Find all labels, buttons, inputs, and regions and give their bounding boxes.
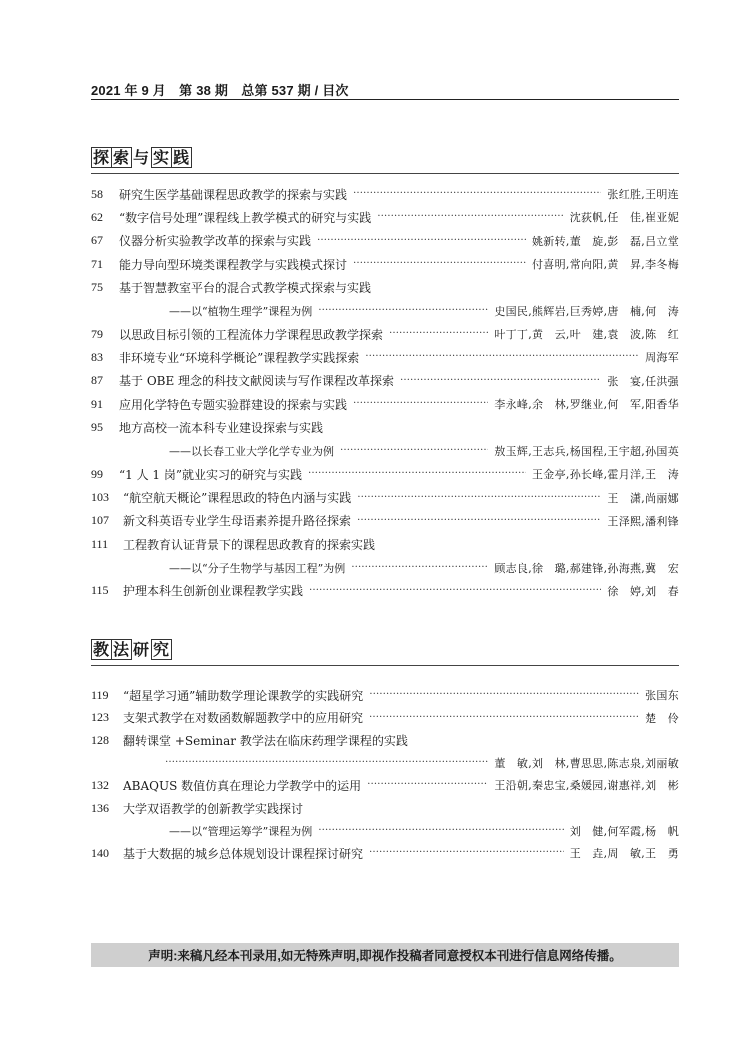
section-divider [91, 173, 679, 174]
section-title-char: 实 [153, 148, 171, 167]
page-number: 71 [91, 256, 103, 271]
dot-leader [340, 445, 488, 457]
dot-leader [318, 825, 563, 837]
toc-entry [91, 685, 679, 705]
dot-leader [357, 492, 601, 504]
entry-title: 基于大数据的城乡总体规划设计课程探讨研究 [123, 846, 364, 861]
entry-title: 支架式教学在对数函数解题教学中的应用研究 [123, 711, 364, 726]
entry-title: ABAQUS 数值仿真在理论力学教学中的运用 [123, 778, 362, 793]
page-number: 111 [91, 536, 109, 551]
section-title-char: 索 [113, 148, 131, 167]
section-title-char: 究 [153, 640, 171, 659]
toc-entry [91, 708, 679, 728]
entry-title: 工程教育认证背景下的课程思政教育的探索实践 [123, 537, 376, 552]
entry-title: 护理本科生创新创业课程教学实践 [123, 584, 304, 599]
dot-leader [369, 712, 639, 724]
toc-entry [91, 371, 679, 391]
section-title-char: 研 [133, 640, 151, 659]
entry-title: “1 人 1 岗”就业实习的研究与实践 [119, 467, 302, 482]
entry-authors: 沈荻帆,任 佳,崔亚妮 [569, 211, 679, 225]
toc-entry [91, 418, 679, 438]
entry-authors: 董 敏,刘 林,曹思思,陈志泉,刘丽敏 [494, 756, 679, 770]
dot-leader [317, 235, 526, 247]
page-number: 95 [91, 420, 103, 434]
toc-entry [91, 775, 679, 795]
entry-authors: 周海军 [645, 351, 679, 365]
section-title-char: 探 [93, 148, 111, 167]
toc-entry [91, 441, 679, 461]
page-number: 107 [91, 513, 109, 528]
dot-leader [357, 515, 601, 527]
entry-authors: 张红胜,王明连 [607, 188, 679, 201]
dot-leader [309, 585, 601, 597]
section-divider [91, 665, 679, 666]
toc-entry [91, 277, 679, 297]
entry-authors: 叶丁丁,黄 云,叶 建,袁 波,陈 红 [494, 328, 679, 342]
entry-title: 新文科英语专业学生母语素养提升路径探索 [123, 514, 352, 529]
toc-entry [91, 207, 679, 227]
dot-leader [351, 562, 488, 574]
toc-entry [91, 753, 679, 773]
entry-authors: 楚 伶 [645, 711, 679, 725]
page-number: 83 [91, 349, 103, 364]
dot-leader [308, 468, 526, 480]
entry-subtitle: ——以“管理运筹学”课程为例 [169, 824, 313, 838]
entry-title: “数字信号处理”课程线上教学模式的研究与实践 [119, 210, 372, 225]
entry-title: “超星学习通”辅助数学理论课教学的实践研究 [123, 688, 364, 703]
page-number: 128 [91, 732, 109, 747]
dot-leader [400, 375, 601, 387]
page-number: 62 [91, 209, 103, 224]
entry-title: “航空航天概论”课程思政的特色内涵与实践 [123, 491, 352, 506]
toc-entry [91, 324, 679, 344]
entry-authors: 史国民,熊辉岩,巨秀婷,唐 楠,何 涛 [494, 304, 679, 318]
page-number: 140 [91, 845, 109, 860]
page-number: 99 [91, 466, 103, 481]
entry-authors: 王金亭,孙长峰,霍月洋,王 涛 [532, 468, 679, 482]
dot-leader [367, 779, 488, 791]
entry-authors: 王 垚,周 敏,王 勇 [569, 847, 679, 861]
dot-leader [369, 847, 564, 859]
section-title-explore-practice [91, 147, 191, 168]
entry-subtitle: ——以长春工业大学化学专业为例 [169, 444, 334, 458]
entry-subtitle: ——以“植物生理学”课程为例 [169, 304, 313, 318]
page-number: 132 [91, 777, 109, 792]
dot-leader [165, 757, 488, 769]
toc-entry [91, 558, 679, 578]
toc-entry [91, 843, 679, 863]
entry-authors: 敖玉辉,王志兵,杨国程,王宇超,孙国英 [494, 444, 679, 458]
entry-title: 以思政目标引领的工程流体力学课程思政教学探索 [119, 327, 384, 342]
entry-authors: 刘 健,何军霞,杨 帆 [569, 824, 679, 838]
page-number: 103 [91, 490, 109, 505]
page-number: 119 [91, 687, 109, 702]
dot-leader [389, 328, 488, 340]
entry-title: 非环境专业“环境科学概论”课程教学实践探索 [119, 350, 360, 365]
toc-entry [91, 534, 679, 554]
toc-entry [91, 184, 679, 204]
section-title-char: 践 [173, 148, 191, 167]
toc-entry [91, 231, 679, 251]
section-title-char: 教 [93, 640, 111, 659]
toc-entry [91, 821, 679, 841]
page-number: 91 [91, 396, 103, 411]
toc-entry [91, 488, 679, 508]
dot-leader [353, 398, 488, 410]
page-number: 87 [91, 373, 103, 388]
toc-entry [91, 464, 679, 484]
page-number: 115 [91, 583, 109, 598]
section-title-char: 法 [113, 640, 131, 659]
entry-title: 基于 OBE 理念的科技文献阅读与写作课程改革探索 [119, 374, 395, 389]
entry-authors: 徐 婷,刘 春 [607, 584, 679, 598]
entry-title: 地方高校一流本科专业建设探索与实践 [119, 421, 324, 435]
entry-authors: 王沿朝,秦忠宝,桑媛园,谢惠祥,刘 彬 [494, 779, 679, 793]
entry-title: 研究生医学基础课程思政教学的探索与实践 [119, 187, 348, 202]
page-number: 75 [91, 279, 103, 294]
page-number: 67 [91, 233, 103, 248]
toc-entry [91, 798, 679, 818]
toc-entry [91, 301, 679, 321]
entry-title: 大学双语教学的创新教学实践探讨 [123, 801, 304, 816]
dot-leader [365, 351, 639, 363]
entry-title: 基于智慧教室平台的混合式教学模式探索与实践 [119, 280, 372, 295]
entry-authors: 张国东 [645, 689, 679, 702]
dot-leader [377, 211, 563, 223]
page-number: 58 [91, 186, 103, 201]
entry-authors: 王泽熙,潘利锋 [607, 514, 679, 528]
dot-leader [369, 689, 639, 701]
toc-entry [91, 394, 679, 414]
header-divider [91, 99, 679, 100]
toc-entry [91, 511, 679, 531]
toc-entry [91, 730, 679, 750]
entry-title: 应用化学特色专题实验群建设的探索与实践 [119, 397, 348, 412]
section-title-char: 与 [133, 148, 151, 167]
dot-leader [353, 258, 526, 270]
entry-authors: 付喜明,常向阳,黄 昇,李冬梅 [532, 258, 679, 272]
entry-title: 仪器分析实验教学改革的探索与实践 [119, 234, 312, 249]
copyright-notice: 声明:来稿凡经本刊录用,如无特殊声明,即视作投稿者同意授权本刊进行信息网络传播。 [91, 943, 679, 967]
toc-entry [91, 581, 679, 601]
toc-entry [91, 347, 679, 367]
entry-title: 翻转课堂 +Seminar 教学法在临床药理学课程的实践 [123, 733, 408, 748]
issue-header: 2021 年 9 月 第 38 期 总第 537 期 / 目次 [91, 83, 349, 98]
dot-leader [318, 305, 488, 317]
entry-authors: 姚新转,董 旋,彭 磊,吕立堂 [532, 234, 679, 248]
entry-authors: 顾志良,徐 璐,郝建锋,孙海燕,冀 宏 [494, 561, 679, 575]
page-number: 123 [91, 710, 109, 725]
page-number: 136 [91, 800, 109, 815]
section-title-teaching-methods [91, 639, 171, 660]
dot-leader [353, 188, 601, 200]
entry-subtitle: ——以“分子生物学与基因工程”为例 [169, 561, 346, 575]
toc-entry [91, 254, 679, 274]
entry-title: 能力导向型环境类课程教学与实践模式探讨 [119, 257, 348, 272]
entry-authors: 李永峰,余 林,罗继业,何 军,阳香华 [494, 398, 679, 412]
entry-authors: 张 宴,任洪强 [607, 374, 679, 388]
page-number: 79 [91, 326, 103, 341]
entry-authors: 王 潇,尚丽娜 [607, 491, 679, 505]
